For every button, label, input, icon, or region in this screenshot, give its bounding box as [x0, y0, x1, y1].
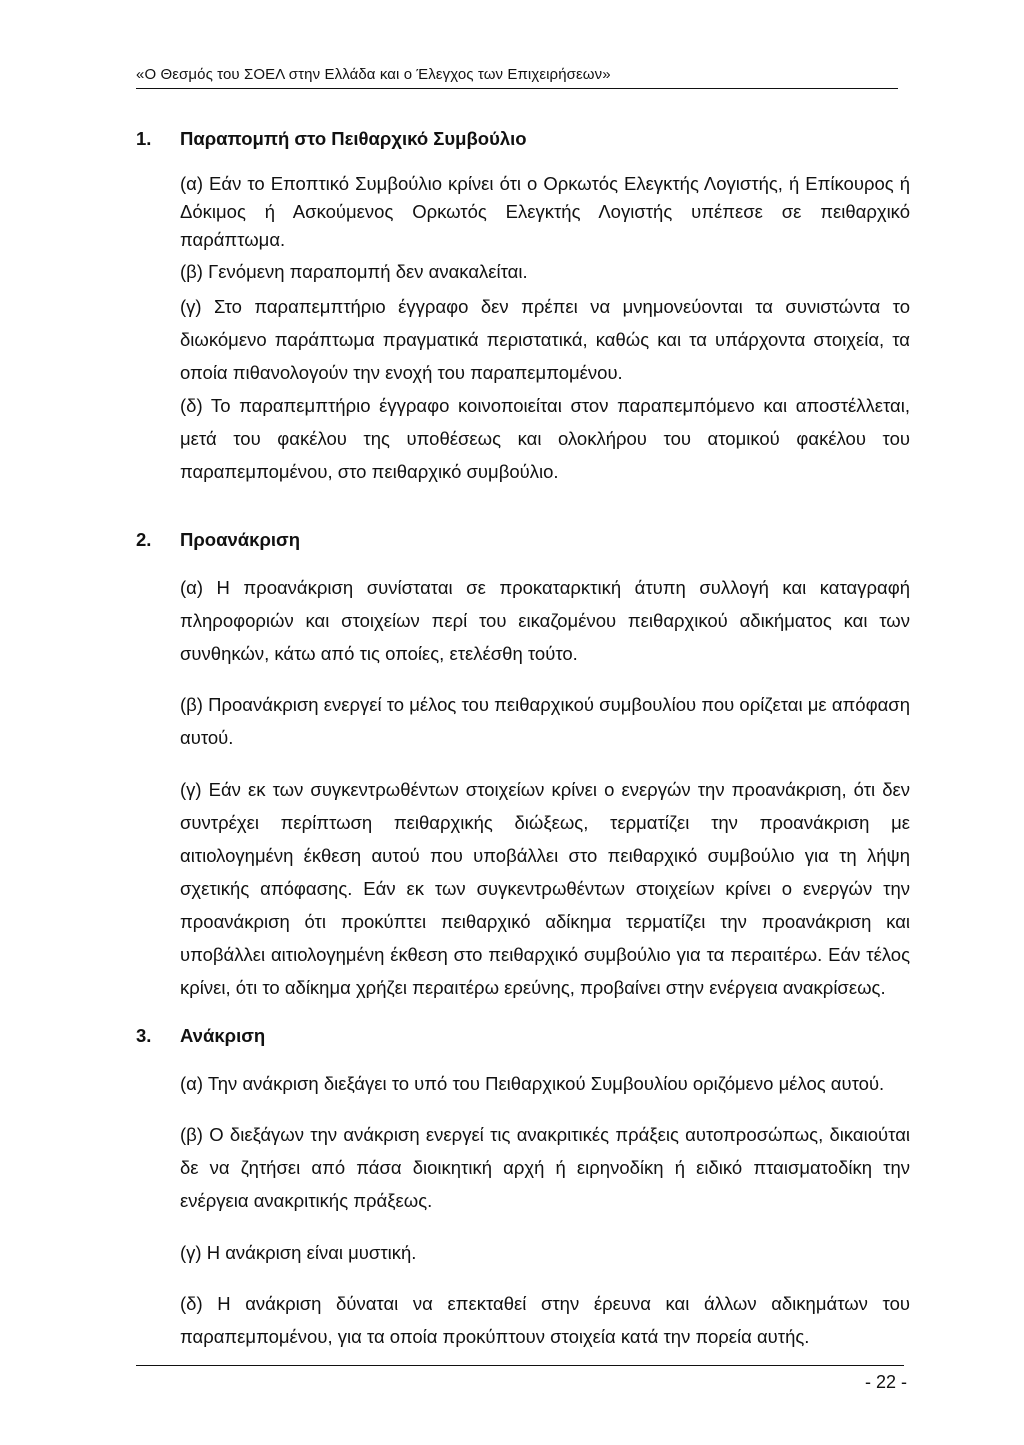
section-number: 1. — [136, 128, 152, 149]
paragraph-a: (α) Την ανάκριση διεξάγει το υπό του Πειθαρχικού Συμβουλίου οριζόμενο μέλος αυτού. — [180, 1072, 885, 1094]
paragraph-d: (δ) Η ανάκριση δύναται να επεκταθεί στην έρευνα και άλλων αδικημάτων του παραπεμπομένου, για τα οποία προκύπτουν στοιχεία κατά την πορεία αυτής. — [180, 1293, 910, 1347]
paragraph-b: (β) Ο διεξάγων την ανάκριση ενεργεί τις ανακριτικές πράξεις αυτοπροσώπως, δικαιούται δε να ζητήσει από πάσα διοικητική αρχή ή ειρηνοδίκη ή ειδικό πταισματοδίκη την ενέργεια ανακριτικής πράξεως. — [180, 1124, 910, 1211]
section-preliminary-inquiry — [136, 528, 910, 1004]
section-heading: Ανάκριση — [180, 1025, 266, 1046]
section-number: 2. — [136, 529, 152, 550]
section-title — [136, 528, 910, 552]
section-investigation — [136, 1024, 910, 1353]
section-disciplinary-referral — [136, 127, 910, 488]
paragraph-d: (δ) Το παραπεμπτήριο έγγραφο κοινοποιείται στον παραπεμπόμενο και αποστέλλεται, μετά του φακέλου της υποθέσεως και ολοκλήρου του ατομικού φακέλου του παραπεμπομένου, στο πειθαρχικό συμβούλιο. — [180, 394, 910, 482]
section-title — [136, 127, 910, 151]
section-heading: Προανάκριση — [180, 529, 300, 550]
section-title — [136, 1024, 910, 1048]
footer-rule — [136, 1365, 904, 1366]
paragraph-c: (γ) Εάν εκ των συγκεντρωθέντων στοιχείων κρίνει ο ενεργών την προανάκριση, ότι δεν συντρέχει περίπτωση πειθαρχικής διώξεως, τερματίζει την προανάκριση με αιτιολογημένη έκθεση αυτού που υποβάλλει στο πειθαρχικό συμβούλιο για τη λήψη σχετικής απόφασης. Εάν εκ των συγκεντρωθέντων στοιχείων κρίνει ο ενεργών την προανάκριση ότι προκύπτει πειθαρχικό αδίκημα τερματίζει την προανάκριση και υποβάλλει αιτιολογημένη έκθεση στο πειθαρχικό συμβούλιο για τα περαιτέρω. Εάν τέλος κρίνει, ότι το αδίκημα χρήζει περαιτέρω ερεύνης, προβαίνει στην ενέργεια ανακρίσεως. — [180, 778, 910, 998]
running-header: «Ο Θεσμός του ΣΟΕΛ στην Ελλάδα και ο Έλεγχος των Επιχειρήσεων» — [136, 66, 611, 83]
header-rule — [136, 88, 898, 89]
section-heading: Παραπομπή στο Πειθαρχικό Συμβούλιο — [180, 128, 527, 149]
paragraph-c: (γ) Στο παραπεμπτήριο έγγραφο δεν πρέπει να μνημονεύονται τα συνιστώντα το διωκόμενο παράπτωμα πραγματικά περιστατικά, καθώς και τα υπάρχοντα στοιχεία, τα οποία πιθανολογούν την ενοχή του παραπεμπομένου. — [180, 295, 910, 383]
paragraph-c: (γ) Η ανάκριση είναι μυστική. — [180, 1241, 417, 1263]
paragraph-a: (α) Εάν το Εποπτικό Συμβούλιο κρίνει ότι ο Ορκωτός Ελεγκτής Λογιστής, ή Επίκουρος ή Δόκιμος ή Ασκούμενος Ορκωτός Ελεγκτής Λογιστής υπέπεσε σε πειθαρχικό παράπτωμα. — [180, 172, 910, 250]
page-number: - 22 - — [864, 1372, 907, 1392]
paragraph-b: (β) Γενόμενη παραπομπή δεν ανακαλείται. — [180, 260, 528, 282]
paragraph-a: (α) Η προανάκριση συνίσταται σε προκαταρκτική άτυπη συλλογή και καταγραφή πληροφοριών και στοιχείων περί του εικαζομένου πειθαρχικού αδικήματος και των συνθηκών, κάτω από τις οποίες, ετελέσθη τούτο. — [180, 576, 910, 664]
section-number: 3. — [136, 1025, 152, 1046]
paragraph-b: (β) Προανάκριση ενεργεί το μέλος του πειθαρχικού συμβουλίου που ορίζεται με απόφαση αυτού. — [180, 694, 910, 748]
